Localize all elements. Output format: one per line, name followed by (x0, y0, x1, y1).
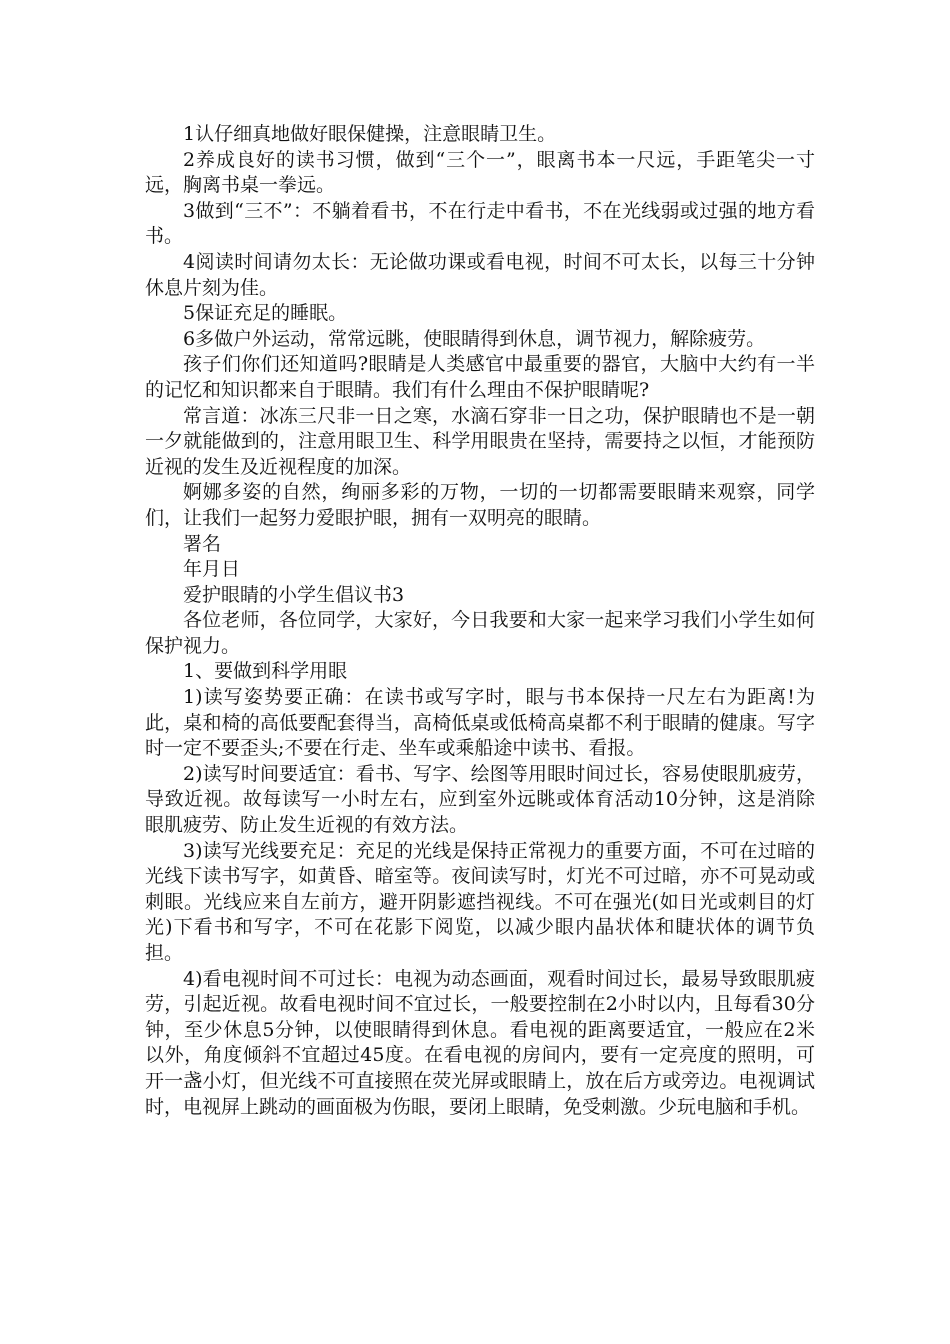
paragraph-duration: 2)读写时间要适宜：看书、写字、绘图等用眼时间过长，容易使眼肌疲劳，导致近视。故每读写一小时左右，应到室外远眺或体育活动10分钟，这是消除眼肌疲劳、防止发生近视的有效方法。 (145, 762, 815, 837)
paragraph-tip-1: 1认仔细真地做好眼保健操，注意眼睛卫生。 (183, 123, 557, 145)
paragraph-tip-2: 2养成良好的读书习惯，做到“三个一”，眼离书本一尺远，手距笔尖一寸远，胸离书桌一拳远。 (145, 148, 815, 197)
date-line: 年月日 (183, 558, 241, 581)
paragraph-lighting: 3)读写光线要充足：充足的光线是保持正常视力的重要方面，不可在过暗的光线下读书写字，如黄昏、暗室等。夜间读写时，灯光不可过暗，亦不可晃动或刺眼。光线应来自左前方，避开阴影遮挡视线。不可在强光(如日光或刺目的灯光)下看书和写字，不可在花影下阅览，以减少眼内晶状体和睫状体的调节负担。 (145, 839, 815, 964)
paragraph-question: 孩子们你们还知道吗?眼睛是人类感官中最重要的器官，大脑中大约有一半的记忆和知识都来自于眼睛。我们有什么理由不保护眼睛呢? (145, 353, 815, 401)
paragraph-posture: 1)读写姿势要正确：在读书或写字时，眼与书本保持一尺左右为距离!为此，桌和椅的高低要配套得当，高椅低桌或低椅高桌都不利于眼睛的健康。写字时一定不要歪头;不要在行走、坐车或乘船途中读书、看报。 (145, 686, 815, 760)
subheading-scientific-eye-use: 1、要做到科学用眼 (183, 660, 348, 683)
paragraph-tip-3: 3做到“三不”：不躺着看书，不在行走中看书，不在光线弱或过强的地方看书。 (145, 199, 815, 248)
paragraph-greeting: 各位老师，各位同学，大家好，今日我要和大家一起来学习我们小学生如何保护视力。 (145, 609, 815, 657)
paragraph-tip-5: 5保证充足的睡眠。 (183, 302, 348, 325)
paragraph-saying: 常言道：冰冻三尺非一日之寒，水滴石穿非一日之功，保护眼睛也不是一朝一夕就能做到的，注意用眼卫生、科学用眼贵在坚持，需要持之以恒，才能预防近视的发生及近视程度的加深。 (145, 404, 815, 478)
paragraph-tip-6: 6多做户外运动，常常远眺，使眼睛得到休息，调节视力，解除疲劳。 (183, 327, 766, 350)
paragraph-closing: 婀娜多姿的自然，绚丽多彩的万物，一切的一切都需要眼睛来观察，同学们，让我们一起努力爱眼护眼，拥有一双明亮的眼睛。 (145, 481, 815, 529)
section-title: 爱护眼睛的小学生倡议书3 (183, 583, 405, 606)
document-body (145, 122, 815, 1120)
paragraph-tv-time: 4)看电视时间不可过长：电视为动态画面，观看时间过长，最易导致眼肌疲劳，引起近视。故看电视时间不宜过长，一般要控制在2小时以内，且每看30分钟，至少休息5分钟，以使眼睛得到休息。看电视的距离要适宜，一般应在2米以外，角度倾斜不宜超过45度。在看电视的房间内，要有一定亮度的照明，可开一盏小灯，但光线不可直接照在荧光屏或眼睛上，放在后方或旁边。电视调试时，电视屏上跳动的画面极为伤眼，要闭上眼睛，免受刺激。少玩电脑和手机。 (145, 967, 815, 1118)
paragraph-tip-4: 4阅读时间请勿太长：无论做功课或看电视，时间不可太长，以每三十分钟休息片刻为佳。 (145, 250, 815, 299)
signature-line: 署名 (183, 532, 222, 555)
